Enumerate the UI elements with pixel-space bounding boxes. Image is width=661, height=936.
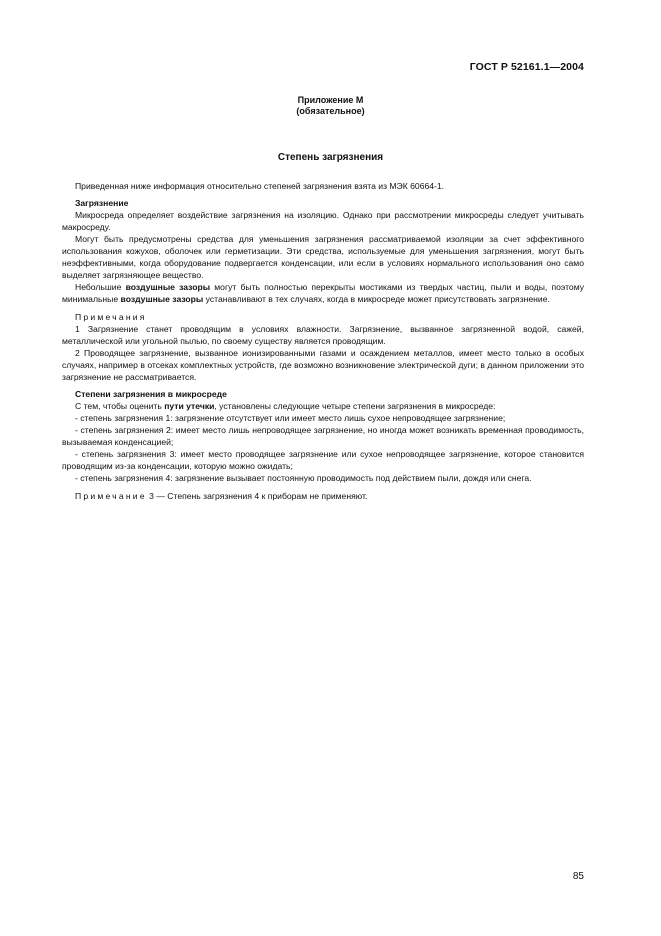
note-3 [62, 490, 584, 502]
text-run: устанавливают в тех случаях, когда в микросреде может присутствовать загрязнение. [203, 294, 550, 304]
notes-heading: Примечания [75, 312, 147, 322]
document-header: ГОСТ Р 52161.1—2004 [469, 61, 584, 73]
degree-item-1: - степень загрязнения 1: загрязнение отсутствует или имеет место лишь сухое непроводящее загрязнение; [75, 413, 506, 423]
degree-item-2: - степень загрязнения 2: имеет место лишь непроводящее загрязнение, но иногда может возникать временная проводимость, вызываемая конденсацией; [62, 425, 584, 447]
note-1: 1 Загрязнение станет проводящим в условиях влажности. Загрязнение, вызванное загрязненной водой, сажей, металлической или угольной пылью, по своему существу является проводящим. [62, 324, 584, 346]
degrees-heading: Степени загрязнения в микросреде [75, 389, 227, 399]
intro-paragraph: Приведенная ниже информация относительно степеней загрязнения взята из МЭК 60664-1. [75, 181, 445, 191]
term-air-gaps: воздушные зазоры [125, 282, 211, 292]
appendix-heading [0, 95, 661, 117]
note-3-label: Примечание [75, 491, 147, 501]
text-run: могут быть полностью перекрыты мостиками из твердых частиц, пыли и воды, поэтому минимальные [62, 282, 584, 304]
note-3-text: 3 — Степень загрязнения 4 к приборам не применяют. [146, 491, 368, 501]
degree-item-3: - степень загрязнения 3: имеет место проводящее загрязнение или сухое непроводящее загрязнение, которое становится проводящим из-за конденсации, которую можно ожидать; [62, 449, 584, 471]
term-creepage: пути утечки [164, 401, 215, 411]
pollution-paragraph-2: Могут быть предусмотрены средства для уменьшения загрязнения рассматриваемой изоляции за счет эффективного использования кожухов, оболочек или герметизации. Эти средства, используемые для уменьшения загрязнения, могут быть неэффективными, когда оборудование подвергается конденсации, или если в условиях нормального использования оно само выделяет загрязняющее вещество. [62, 234, 584, 280]
pollution-heading: Загрязнение [75, 198, 129, 208]
degrees-intro [62, 400, 584, 412]
page-number: 85 [572, 871, 584, 882]
text-run: С тем, чтобы оценить [75, 401, 165, 411]
appendix-status: (обязательное) [296, 106, 365, 116]
appendix-title: Приложение М [297, 95, 364, 105]
note-2: 2 Проводящее загрязнение, вызванное ионизированными газами и осаждением металлов, имеет место только в особых случаях, например в отсеках комплектных устройств, где возможно возникновение электрической дуги; в данном приложении это загрязнение не рассматривается. [62, 348, 584, 382]
degree-item-4: - степень загрязнения 4: загрязнение вызывает постоянную проводимость под действием пыли, дождя или снега. [75, 473, 532, 483]
term-air-gaps: воздушные зазоры [120, 294, 204, 304]
pollution-paragraph-3 [62, 281, 584, 305]
pollution-paragraph-1: Микросреда определяет воздействие загрязнения на изоляцию. Однако при рассмотрении микросреды следует учитывать макросреду. [62, 210, 584, 232]
text-run: , установлены следующие четыре степени загрязнения в микросреде: [214, 401, 496, 411]
text-run: Небольшие [75, 282, 126, 292]
document-body [62, 180, 584, 502]
section-title: Степень загрязнения [277, 152, 384, 163]
